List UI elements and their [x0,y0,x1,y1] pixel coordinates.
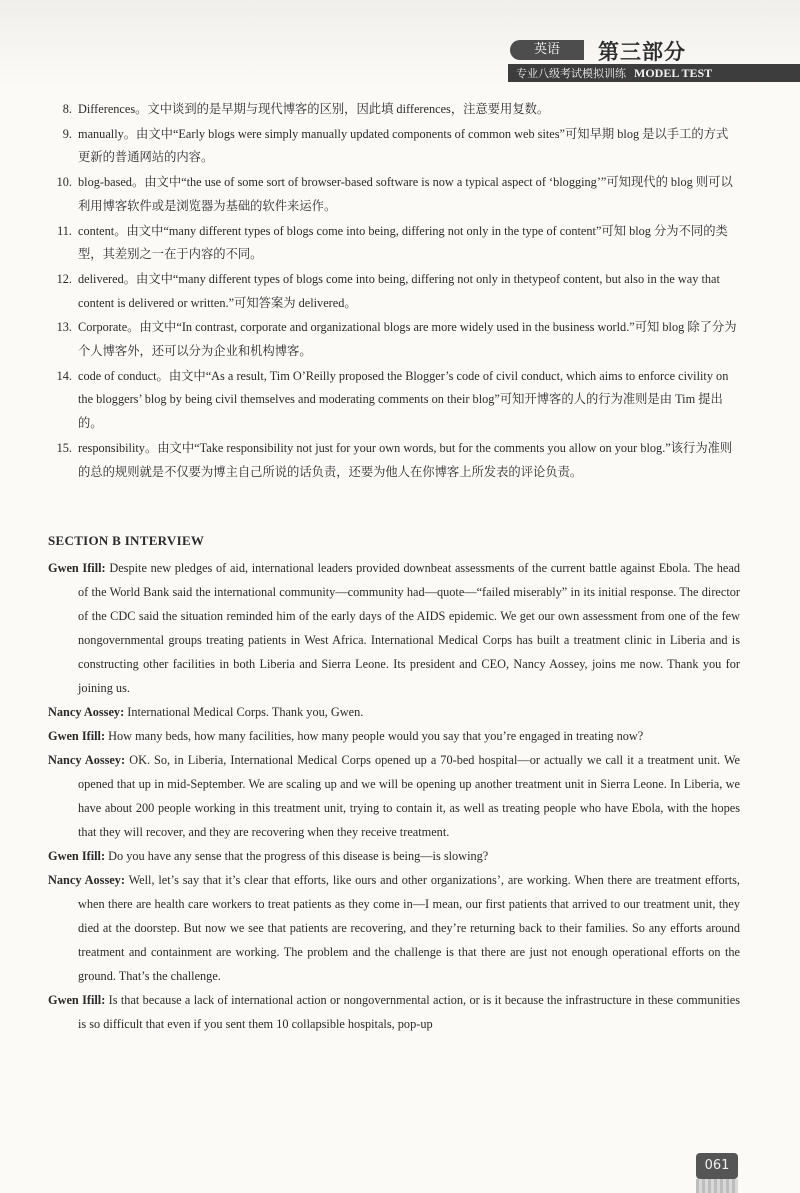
speech-text: Do you have any sense that the progress of this disease is being—is slowing? [108,849,489,863]
dialogue-turn [48,988,740,1036]
dialogue-turn [48,748,740,844]
speech-text: Despite new pledges of aid, international leaders provided downbeat assessments of the current battle against Ebola. The head of the World Bank said the international community—community had—quote—“failed miserably” in its initial response. The director of the CDC said the situation reminded him of the early days of the AIDS epidemic. We get our own assessment from one of the few nongovernmental groups treating patients in West Africa. International Medical Corps has built a treatment clinic in Liberia and is constructing other facilities in both Liberia and Sierra Leone. Its president and CEO, Nancy Aossey, joins me now. Thank you for joining us. [78,561,740,695]
speech-text: Is that because a lack of international action or nongovernmental action, or is it because the infrastructure in these communities is so difficult that even if you sent them 10 collapsible hospitals, pop-up [78,993,740,1031]
answer-text: content。由文中“many different types of blogs come into being, differing not only in the type of content”可知 blog 分为不同的类型，其差别之一在于内容的不同。 [78,223,728,262]
answer-number: 12. [56,271,72,286]
series-bar [508,64,800,82]
speech-text: How many beds, how many facilities, how many people would you say that you’re engaged in treating now? [108,729,644,743]
answer-item [48,365,740,436]
dialogue-turn [48,700,740,724]
answer-number: 10. [56,175,72,190]
answer-item [48,268,740,315]
speech-text: Well, let’s say that it’s clear that efforts, like ours and other organizations’, are working. When there are treatment efforts, when there are health care workers to treat patients as they come in—I mean, our first patients that arrived to our treatment unit, they died at the doorstep. But now we see that patients are recovering, and they’re returning back to their families. So any efforts around treatment and containment are working. The problem and the challenge is that there are just not enough operational efforts on the ground. That’s the challenge. [78,873,741,983]
speaker-name: Nancy Aossey: [48,753,126,767]
answer-number: 8. [62,102,72,116]
answer-list [48,98,740,485]
header-title-row [510,38,800,62]
speaker-name: Nancy Aossey: [48,873,125,887]
page-header [500,38,800,88]
speaker-name: Gwen Ifill: [48,729,106,743]
answer-item [48,220,740,267]
dialogue-turn [48,844,740,868]
answer-number: 9. [62,126,72,141]
answer-item [48,437,740,484]
speech-text: International Medical Corps. Thank you, Gwen. [127,705,364,719]
speaker-name: Gwen Ifill: [48,849,106,863]
answer-number: 11. [57,223,72,238]
part-title: 第三部分 [598,40,686,64]
interview-transcript [48,556,740,1036]
speaker-name: Gwen Ifill: [48,993,106,1007]
series-en: MODEL TEST [634,66,713,80]
subject-tag: 英语 [510,40,584,60]
answer-item [48,316,740,363]
section-title: SECTION B INTERVIEW [48,533,205,548]
dialogue-turn [48,868,740,988]
page-number-footer-strip [696,1179,738,1193]
page-number: 061 [696,1153,738,1179]
answer-text: manually。由文中“Early blogs were simply manually updated components of common web sites”可知早期 blog 是以手工的方式更新的普通网站的内容。 [78,126,729,165]
answer-number: 15. [56,440,72,455]
dialogue-turn [48,556,740,700]
answer-text: code of conduct。由文中“As a result, Tim O’Reilly proposed the Blogger’s code of civil conduct, which aims to enforce civility on the bloggers’ blog by being civil themselves and moderating comments on their blog”可知开博客的人的行为准则是由 Tim 提出的。 [78,368,729,431]
speaker-name: Gwen Ifill: [48,561,106,575]
answer-number: 14. [56,368,72,383]
answer-text: delivered。由文中“many different types of blogs come into being, differing not only in thetypeof content, but also in the way that content is delivered or written.”可知答案为 delivered。 [78,271,720,310]
answer-item [48,123,740,170]
speaker-name: Nancy Aossey: [48,705,125,719]
answer-text: Differences。文中谈到的是早期与现代博客的区别，因此填 differences，注意要用复数。 [78,102,550,116]
answer-text: responsibility。由文中“Take responsibility not just for your own words, but for the comments you allow on your blog.”该行为准则的总的规则就是不仅要为博主自己所说的话负责，还要为他人在你博客上所发表的评论负责。 [78,440,733,479]
dialogue-turn [48,724,740,748]
answer-item [48,98,740,122]
answer-number: 13. [56,320,72,335]
speech-text: OK. So, in Liberia, International Medical Corps opened up a 70-bed hospital—or actually we call it a treatment unit. We opened that up in mid-September. We are scaling up and we will be opening up another treatment unit in Sierra Leone. In Liberia, we have about 200 people working in this treatment unit, trying to contain it, as well as treating people who have Ebola, with the hopes that they will recover, and they are recovering when they receive treatment. [78,753,741,839]
answer-text: blog-based。由文中“the use of some sort of browser-based software is now a typical aspect of ‘blogging’”可知现代的 blog 则可以利用博客软件或是浏览器为基础的软件来运作。 [78,175,733,213]
answer-text: Corporate。由文中“In contrast, corporate and organizational blogs are more widely used in the business world.”可知 blog 除了分为个人博客外，还可以分为企业和机构博客。 [78,320,737,359]
series-cn: 专业八级考试模拟训练 [516,67,626,80]
answer-item [48,171,740,218]
